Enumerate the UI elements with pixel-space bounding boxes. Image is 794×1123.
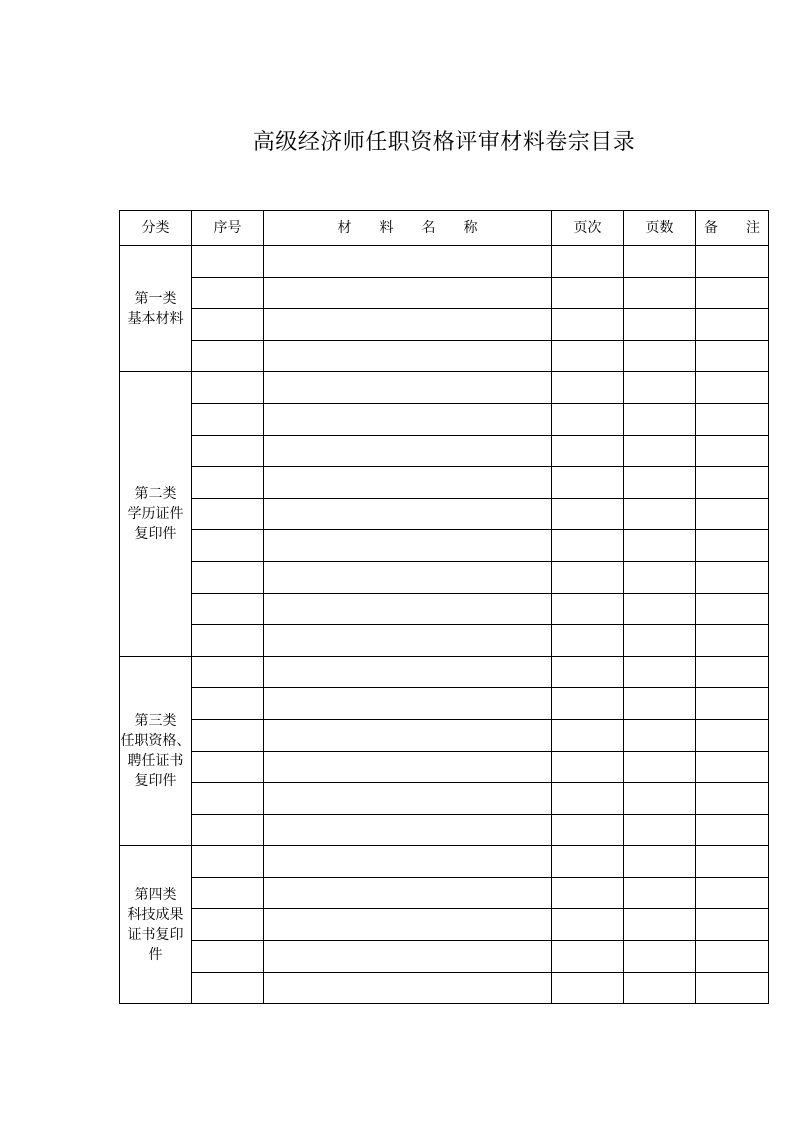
- header-seq: 序号: [192, 211, 264, 246]
- header-material-name: 材 料 名 称: [264, 211, 552, 246]
- seq-cell: [192, 972, 264, 1004]
- seq-cell: [192, 498, 264, 530]
- page-count-cell: [624, 941, 696, 973]
- page-count-cell: [624, 909, 696, 941]
- remark-cell: [696, 467, 769, 499]
- category-cell: 第三类 任职资格、 聘任证书 复印件: [120, 656, 192, 846]
- remark-cell: [696, 783, 769, 815]
- seq-cell: [192, 467, 264, 499]
- seq-cell: [192, 530, 264, 562]
- material-name-cell: [264, 277, 552, 309]
- material-name-cell: [264, 846, 552, 878]
- material-name-cell: [264, 877, 552, 909]
- seq-cell: [192, 246, 264, 278]
- material-name-cell: [264, 751, 552, 783]
- material-name-cell: [264, 530, 552, 562]
- page-no-cell: [552, 688, 624, 720]
- table-row: [120, 751, 769, 783]
- material-name-cell: [264, 372, 552, 404]
- page-count-cell: [624, 751, 696, 783]
- table-row: [120, 625, 769, 657]
- seq-cell: [192, 372, 264, 404]
- category-cell: 第二类 学历证件 复印件: [120, 372, 192, 656]
- page-no-cell: [552, 814, 624, 846]
- table-row: [120, 846, 769, 878]
- seq-cell: [192, 309, 264, 341]
- remark-cell: [696, 846, 769, 878]
- seq-cell: [192, 846, 264, 878]
- page-count-cell: [624, 656, 696, 688]
- seq-cell: [192, 877, 264, 909]
- seq-cell: [192, 593, 264, 625]
- remark-cell: [696, 593, 769, 625]
- page-no-cell: [552, 309, 624, 341]
- page-no-cell: [552, 909, 624, 941]
- page-no-cell: [552, 846, 624, 878]
- table-row: [120, 498, 769, 530]
- remark-cell: [696, 561, 769, 593]
- header-page-no: 页次: [552, 211, 624, 246]
- seq-cell: [192, 719, 264, 751]
- page-no-cell: [552, 625, 624, 657]
- page-count-cell: [624, 403, 696, 435]
- table-row: [120, 814, 769, 846]
- remark-cell: [696, 403, 769, 435]
- material-name-cell: [264, 625, 552, 657]
- table-row: [120, 277, 769, 309]
- seq-cell: [192, 340, 264, 372]
- remark-cell: [696, 498, 769, 530]
- material-name-cell: [264, 909, 552, 941]
- page-count-cell: [624, 593, 696, 625]
- header-page-count: 页数: [624, 211, 696, 246]
- remark-cell: [696, 688, 769, 720]
- remark-cell: [696, 656, 769, 688]
- remark-cell: [696, 751, 769, 783]
- page-no-cell: [552, 340, 624, 372]
- page-count-cell: [624, 972, 696, 1004]
- table-row: [120, 561, 769, 593]
- seq-cell: [192, 783, 264, 815]
- remark-cell: [696, 309, 769, 341]
- material-name-cell: [264, 719, 552, 751]
- page-no-cell: [552, 372, 624, 404]
- page-no-cell: [552, 656, 624, 688]
- page-no-cell: [552, 719, 624, 751]
- table-row: [120, 656, 769, 688]
- seq-cell: [192, 941, 264, 973]
- material-name-cell: [264, 941, 552, 973]
- table-row: [120, 309, 769, 341]
- seq-cell: [192, 909, 264, 941]
- remark-cell: [696, 372, 769, 404]
- table-row: [120, 877, 769, 909]
- header-category: 分类: [120, 211, 192, 246]
- seq-cell: [192, 814, 264, 846]
- table-row: [120, 593, 769, 625]
- page-no-cell: [552, 530, 624, 562]
- header-row: [120, 211, 769, 246]
- page-no-cell: [552, 783, 624, 815]
- table-row: [120, 688, 769, 720]
- page-count-cell: [624, 340, 696, 372]
- table-row: [120, 941, 769, 973]
- page-title: 高级经济师任职资格评审材料卷宗目录: [252, 130, 636, 155]
- page-no-cell: [552, 751, 624, 783]
- remark-cell: [696, 814, 769, 846]
- page-no-cell: [552, 435, 624, 467]
- remark-cell: [696, 340, 769, 372]
- table-row: [120, 246, 769, 278]
- material-name-cell: [264, 467, 552, 499]
- material-name-cell: [264, 246, 552, 278]
- material-name-cell: [264, 783, 552, 815]
- page-count-cell: [624, 814, 696, 846]
- seq-cell: [192, 688, 264, 720]
- material-name-cell: [264, 498, 552, 530]
- page-count-cell: [624, 561, 696, 593]
- page-count-cell: [624, 625, 696, 657]
- material-name-cell: [264, 972, 552, 1004]
- seq-cell: [192, 561, 264, 593]
- table-row: [120, 372, 769, 404]
- material-name-cell: [264, 593, 552, 625]
- table-row: [120, 403, 769, 435]
- remark-cell: [696, 277, 769, 309]
- material-name-cell: [264, 656, 552, 688]
- page-count-cell: [624, 467, 696, 499]
- page-count-cell: [624, 877, 696, 909]
- table-row: [120, 467, 769, 499]
- table-row: [120, 340, 769, 372]
- page-no-cell: [552, 277, 624, 309]
- table-row: [120, 530, 769, 562]
- page-count-cell: [624, 277, 696, 309]
- page-count-cell: [624, 783, 696, 815]
- material-name-cell: [264, 688, 552, 720]
- remark-cell: [696, 246, 769, 278]
- page-count-cell: [624, 435, 696, 467]
- page-no-cell: [552, 403, 624, 435]
- page-no-cell: [552, 561, 624, 593]
- remark-cell: [696, 909, 769, 941]
- seq-cell: [192, 625, 264, 657]
- material-name-cell: [264, 309, 552, 341]
- remark-cell: [696, 941, 769, 973]
- page-count-cell: [624, 846, 696, 878]
- seq-cell: [192, 751, 264, 783]
- remark-cell: [696, 435, 769, 467]
- seq-cell: [192, 403, 264, 435]
- page-no-cell: [552, 877, 624, 909]
- table-row: [120, 435, 769, 467]
- page-no-cell: [552, 941, 624, 973]
- material-name-cell: [264, 340, 552, 372]
- material-name-cell: [264, 561, 552, 593]
- material-name-cell: [264, 403, 552, 435]
- page-no-cell: [552, 246, 624, 278]
- remark-cell: [696, 625, 769, 657]
- table-row: [120, 719, 769, 751]
- catalog-body: [120, 246, 769, 1004]
- remark-cell: [696, 719, 769, 751]
- table-row: [120, 909, 769, 941]
- page-no-cell: [552, 498, 624, 530]
- seq-cell: [192, 435, 264, 467]
- page-no-cell: [552, 593, 624, 625]
- header-remark: 备 注: [696, 211, 769, 246]
- table-row: [120, 783, 769, 815]
- page-count-cell: [624, 309, 696, 341]
- category-cell: 第一类 基本材料: [120, 246, 192, 372]
- remark-cell: [696, 877, 769, 909]
- page-count-cell: [624, 372, 696, 404]
- page-count-cell: [624, 719, 696, 751]
- page-no-cell: [552, 972, 624, 1004]
- category-cell: 第四类 科技成果 证书复印 件: [120, 846, 192, 1004]
- page-count-cell: [624, 688, 696, 720]
- seq-cell: [192, 656, 264, 688]
- table-row: [120, 972, 769, 1004]
- material-name-cell: [264, 814, 552, 846]
- seq-cell: [192, 277, 264, 309]
- catalog-table: [119, 210, 769, 1004]
- page-count-cell: [624, 498, 696, 530]
- material-name-cell: [264, 435, 552, 467]
- page-count-cell: [624, 530, 696, 562]
- page-count-cell: [624, 246, 696, 278]
- remark-cell: [696, 972, 769, 1004]
- page-no-cell: [552, 467, 624, 499]
- remark-cell: [696, 530, 769, 562]
